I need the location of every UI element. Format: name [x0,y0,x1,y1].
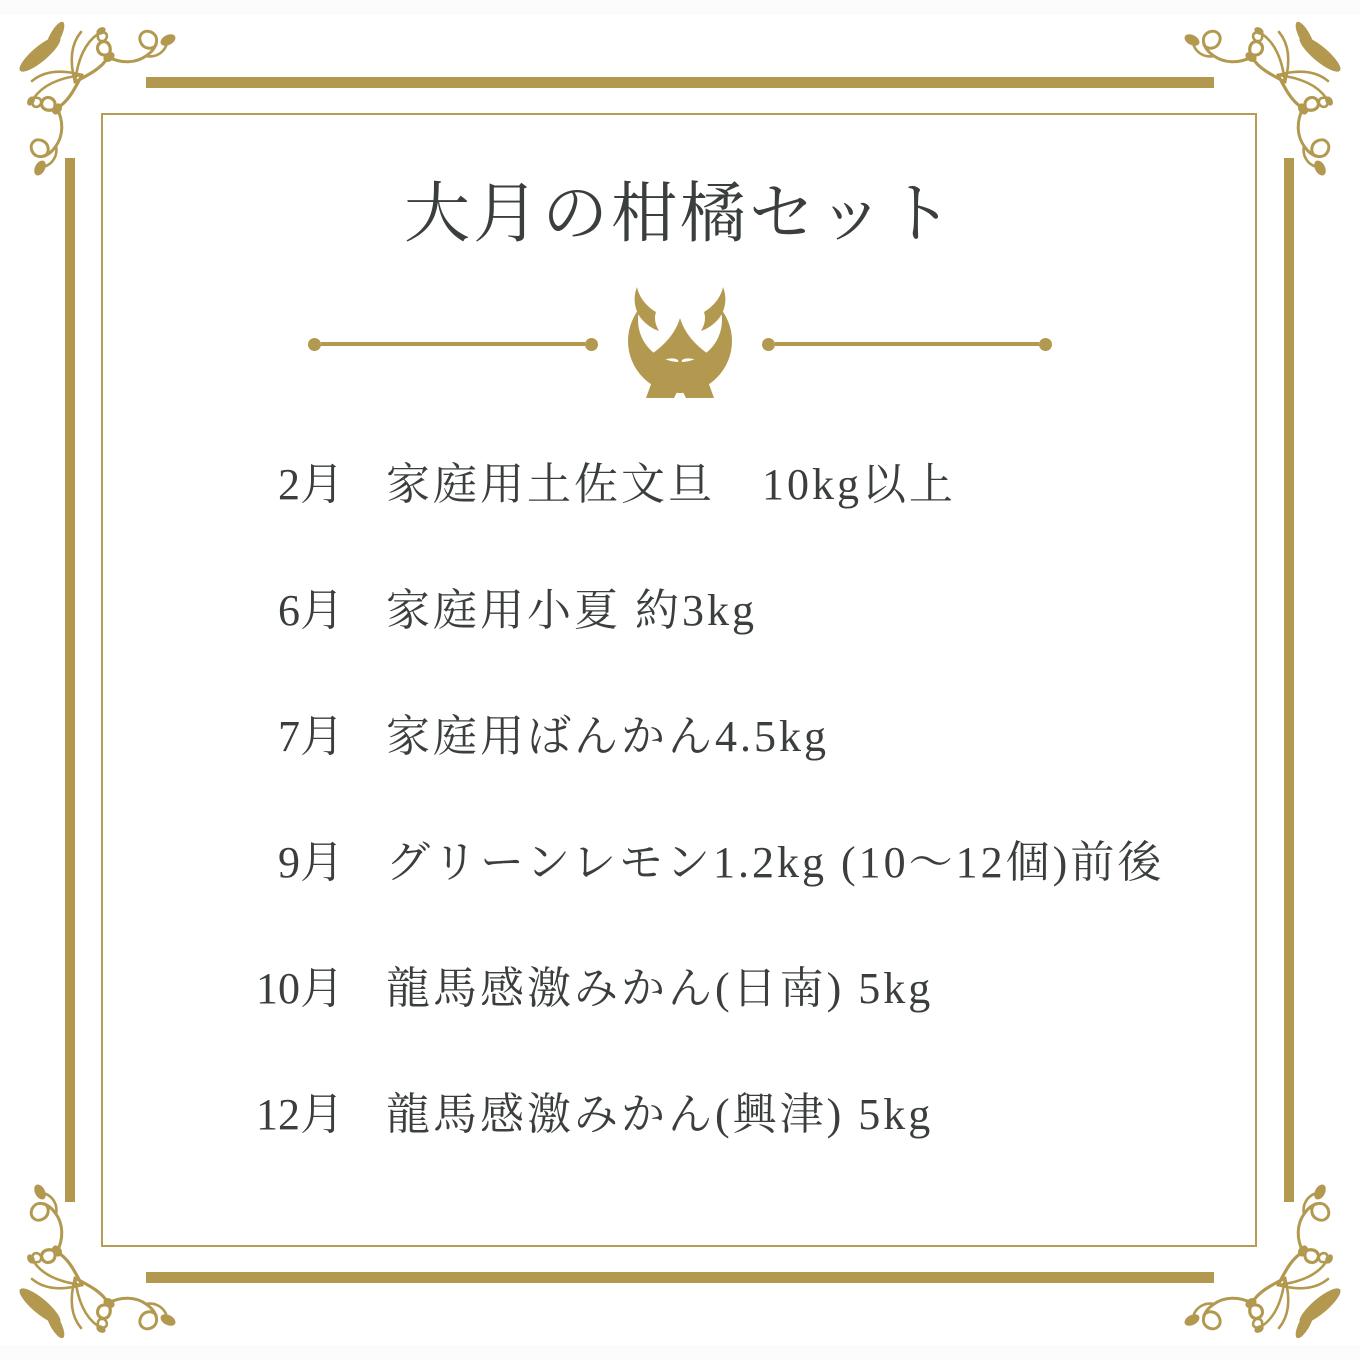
page-title: 大月の柑橘セット [404,178,956,251]
schedule-item: 龍馬感激みかん(日南) 5kg [386,964,934,1013]
frame-bar-right [1284,158,1294,1202]
schedule-month: 6月 [278,586,344,635]
schedule-row [240,840,1164,886]
frame-bar-bottom [146,1272,1214,1283]
citrus-schedule-list [240,462,1164,1218]
otsuki-crescent-moon-emblem-icon [624,284,736,400]
schedule-item: 家庭用ばんかん4.5kg [386,712,829,761]
corner-flourish-icon [0,1130,230,1360]
schedule-month: 10月 [256,964,344,1013]
schedule-row [240,462,1164,508]
schedule-month: 12月 [256,1090,344,1139]
divider-end-dot [762,338,775,351]
schedule-item: グリーンレモン1.2kg (10〜12個)前後 [386,838,1165,887]
schedule-item: 龍馬感激みかん(興津) 5kg [386,1090,934,1139]
schedule-month: 2月 [278,460,344,509]
divider-end-dot [1039,338,1052,351]
schedule-row [240,588,1164,634]
schedule-item: 家庭用土佐文旦 10kg以上 [386,460,956,509]
schedule-row [240,1092,1164,1138]
divider-end-dot [308,338,321,351]
schedule-row [240,714,1164,760]
schedule-item: 家庭用小夏 約3kg [386,586,757,635]
schedule-month: 9月 [278,838,344,887]
frame-bar-top [146,77,1214,88]
divider-line-right [775,342,1039,346]
schedule-row [240,966,1164,1012]
corner-flourish-icon [1130,1130,1360,1360]
divider-end-dot [585,338,598,351]
frame-bar-left [65,158,75,1202]
divider-line-left [321,342,585,346]
schedule-month: 7月 [278,712,344,761]
